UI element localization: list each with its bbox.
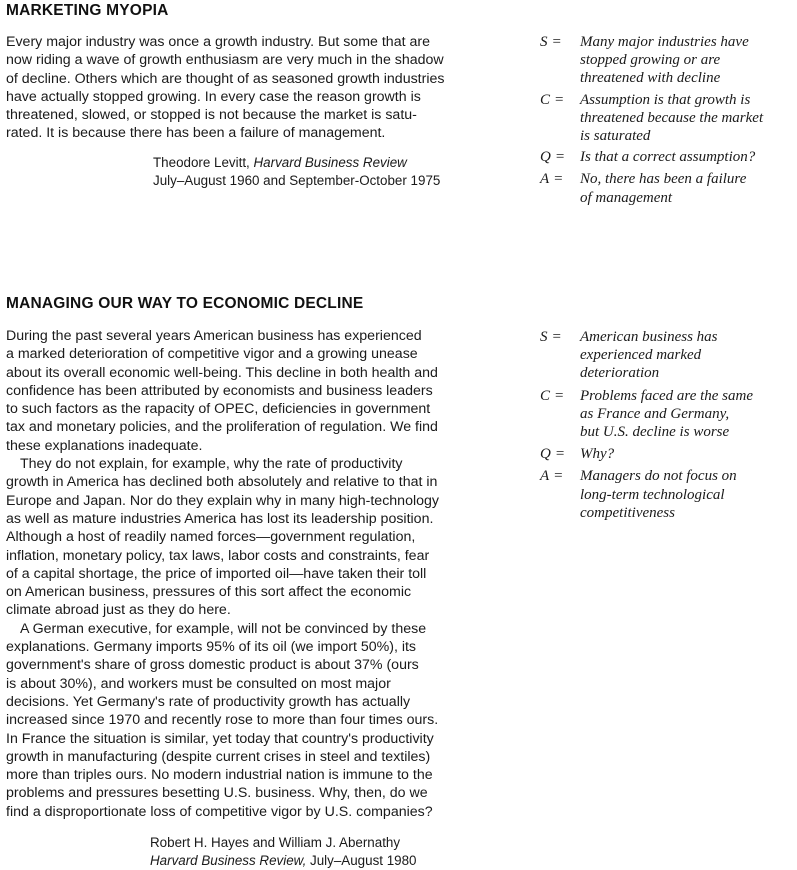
text-line: During the past several years American business has experienced	[6, 328, 422, 344]
scqa-key: S	[540, 34, 548, 50]
section-title-economic-decline: MANAGING OUR WAY TO ECONOMIC DECLINE	[6, 295, 364, 312]
scqa-line: is saturated	[580, 128, 651, 145]
text-line: to such factors as the rapacity of OPEC, deficiencies in government	[6, 401, 431, 418]
text-line: about its overall economic well-being. This decline in both health and	[6, 364, 438, 381]
section-1-scqa	[540, 33, 763, 207]
section-2-citation	[150, 834, 417, 870]
scqa-line: threatened with decline	[580, 70, 721, 87]
citation-source: Harvard Business Review,	[150, 853, 307, 868]
text-line: A German executive, for example, will not be convinced by these	[20, 620, 427, 637]
text-line: of a capital shortage, the price of imported oil—have taken their toll	[6, 565, 427, 582]
scqa-question	[540, 445, 753, 463]
section-2-body	[6, 327, 439, 821]
text-line: growth in America has declined both absolutely and relative to that in	[6, 474, 438, 491]
scqa-key: C	[540, 387, 551, 404]
text-line: Europe and Japan. Nor do they explain why in many high-technology	[6, 492, 439, 509]
text-line: Every major industry was once a growth industry. But some that are	[6, 34, 430, 50]
text-line: In France the situation is similar, yet today that country's productivity	[6, 730, 434, 747]
scqa-line: Problems faced are the same	[580, 387, 754, 404]
scqa-complication	[540, 91, 763, 146]
scqa-line: No, there has been a failure	[580, 171, 747, 188]
scqa-line: Managers do not focus on	[580, 468, 737, 485]
text-line: climate abroad just as they do here.	[6, 602, 231, 619]
citation-date: July–August 1980	[310, 853, 417, 868]
scqa-line: deterioration	[580, 365, 660, 382]
scqa-line: of management	[580, 189, 673, 206]
scqa-situation	[540, 33, 763, 88]
scqa-line: experienced marked	[580, 347, 702, 364]
scqa-line: competitiveness	[580, 504, 675, 521]
text-line: government's share of gross domestic product is about 37% (ours	[6, 657, 419, 674]
text-line: threatened, slowed, or stopped is not because the market is satu-	[6, 107, 417, 124]
text-line: of decline. Others which are thought of as seasoned growth industries	[6, 70, 445, 87]
text-line: tax and monetary policies, and the proliferation of regulation. We find	[6, 419, 438, 436]
text-line: Although a host of readily named forces—government regulation,	[6, 529, 416, 546]
scqa-situation	[540, 328, 753, 383]
scqa-line: as France and Germany,	[580, 405, 730, 422]
scqa-line: long-term technological	[580, 486, 725, 503]
text-line: on American business, pressures of this sort affect the economic	[6, 584, 412, 601]
citation-author: Theodore Levitt,	[153, 155, 250, 170]
scqa-answer	[540, 170, 763, 206]
scqa-key: A	[540, 468, 550, 485]
scqa-equals: =	[555, 446, 565, 463]
text-line: explanations. Germany imports 95% of its oil (we import 50%), its	[6, 639, 417, 656]
scqa-line: threatened because the market	[580, 109, 764, 126]
scqa-equals: =	[554, 468, 563, 485]
text-line: rated. It is because there has been a failure of management.	[6, 125, 386, 142]
scqa-equals: =	[555, 91, 564, 108]
scqa-key: A	[540, 171, 550, 188]
text-line: as well as mature industries America has lost its leadership position.	[6, 510, 434, 527]
scqa-equals: =	[552, 329, 561, 345]
section-title-marketing-myopia: MARKETING MYOPIA	[6, 2, 169, 19]
citation-date: July–August 1960 and September-October 1975	[153, 173, 441, 188]
section-1-body	[6, 33, 445, 143]
text-line: more than triples ours. No modern industrial nation is immune to the	[6, 767, 433, 784]
scqa-equals: =	[552, 34, 561, 50]
text-line: increased since 1970 and recently rose to more than four times ours.	[6, 712, 439, 729]
scqa-question	[540, 148, 763, 166]
scqa-line: but U.S. decline is worse	[580, 424, 730, 441]
scqa-line: American business has	[580, 329, 718, 345]
scqa-equals: =	[554, 171, 563, 188]
text-line: growth in manufacturing (despite current crises in steel and textiles)	[6, 748, 431, 765]
scqa-line: Assumption is that growth is	[580, 91, 751, 108]
scqa-line: stopped growing or are	[580, 52, 721, 69]
section-1-citation	[153, 154, 440, 190]
text-line: They do not explain, for example, why the rate of productivity	[20, 456, 403, 473]
text-line: have actually stopped growing. In every case the reason growth is	[6, 88, 421, 105]
text-line: these explanations inadequate.	[6, 437, 203, 454]
scqa-line: Many major industries have	[580, 34, 749, 50]
scqa-key: Q	[540, 149, 551, 166]
scqa-equals: =	[555, 387, 564, 404]
scqa-key: Q	[540, 446, 551, 463]
scqa-line: Why?	[580, 446, 615, 463]
scqa-equals: =	[555, 149, 565, 166]
scqa-line: Is that a correct assumption?	[580, 149, 756, 166]
text-line: is about 30%), and workers must be consulted on most major	[6, 675, 391, 692]
scqa-complication	[540, 387, 753, 442]
citation-author: Robert H. Hayes and William J. Abernathy	[150, 835, 401, 850]
scqa-key: C	[540, 91, 551, 108]
text-line: find a disproportionate loss of competitive vigor by U.S. companies?	[6, 803, 433, 820]
scqa-key: S	[540, 329, 548, 345]
text-line: now riding a wave of growth enthusiasm are very much in the shadow	[6, 52, 444, 69]
text-line: confidence has been attributed by economists and business leaders	[6, 382, 433, 399]
text-line: a marked deterioration of competitive vigor and a growing unease	[6, 346, 418, 363]
text-line: inflation, monetary policy, tax laws, labor costs and constraints, fear	[6, 547, 430, 564]
scqa-answer	[540, 467, 753, 522]
text-line: problems and pressures besetting U.S. business. Why, then, do we	[6, 785, 428, 802]
citation-source: Harvard Business Review	[253, 155, 407, 170]
section-2-scqa	[540, 328, 753, 522]
text-line: decisions. Yet Germany's rate of productivity growth has actually	[6, 693, 411, 710]
